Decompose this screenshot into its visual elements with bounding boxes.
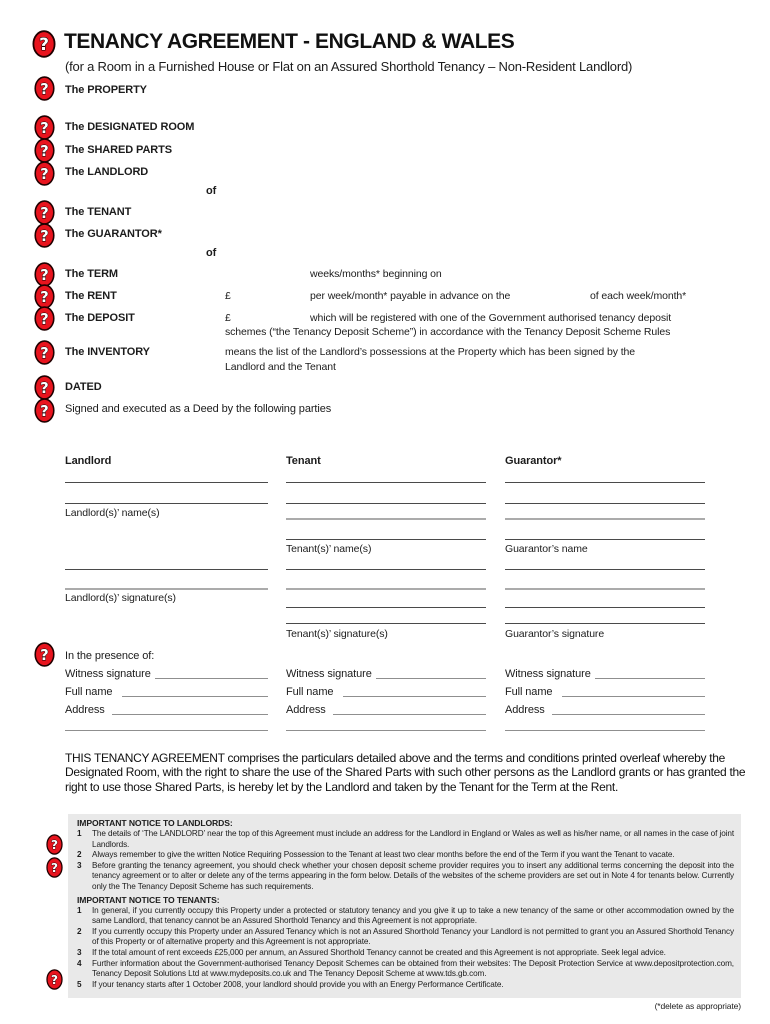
help-icon-designated-room[interactable] (34, 115, 55, 140)
tenant-sig-line-1 (286, 569, 486, 570)
svg-text:?: ? (40, 401, 49, 420)
field-label-landlord: The LANDLORD (65, 166, 149, 178)
full-name-label-landlord: Full name (65, 686, 113, 698)
page-title: TENANCY AGREEMENT - ENGLAND & WALES (64, 30, 515, 53)
address-line-2-guarantor (505, 730, 705, 731)
help-icon-tenant[interactable] (34, 200, 55, 225)
svg-text:?: ? (40, 203, 49, 222)
guarantor-sig-label: Guarantor’s signature (505, 628, 605, 640)
tenant-sig-line-3 (286, 607, 486, 608)
landlord-name-line-1 (65, 482, 268, 483)
notice-item-text: Before granting the tenancy agreement, you should check whether your chosen deposit scheme provider requires you to insert any additional terms concerning the deposit into the tenancy agreement or to alter or delete any of the terms appearing in the form below. Details of the websites of the scheme providers are set out in Note 4 for tenants below. Currently only the The Tenancy Deposit Scheme has such requirements. (92, 860, 734, 891)
address-line-2-landlord (65, 730, 268, 731)
signed-deed-text: Signed and executed as a Deed by the following parties (65, 403, 332, 415)
notice-item-number: 1 (77, 829, 82, 838)
field-desc-rent: per week/month* payable in advance on the (310, 290, 511, 302)
address-line-guarantor (552, 714, 705, 715)
tenant-sig-label: Tenant(s)’ signature(s) (286, 628, 388, 640)
field-label-dated: DATED (65, 381, 102, 393)
svg-text:?: ? (40, 164, 49, 183)
column-header-guarantor: Guarantor* (505, 455, 562, 467)
help-icon-title[interactable] (32, 30, 56, 58)
svg-text:?: ? (40, 141, 49, 160)
landlords-notice-item-1 (77, 829, 734, 850)
column-header-tenant: Tenant (286, 455, 321, 467)
witness-signature-line-guarantor (595, 678, 705, 679)
help-icon-landlord-notice-2[interactable] (46, 857, 63, 878)
svg-text:?: ? (40, 378, 49, 397)
help-icon-dated[interactable] (34, 375, 55, 400)
field-desc-deposit-2: schemes (“the Tenancy Deposit Scheme”) in accordance with the Tenancy Deposit Scheme Rules (225, 326, 671, 338)
full-name-label-guarantor: Full name (505, 686, 553, 698)
delete-as-appropriate-footnote: (*delete as appropriate) (654, 1001, 741, 1011)
address-label-landlord: Address (65, 704, 105, 716)
guarantor-sig-line-2 (505, 588, 705, 590)
page-subtitle: (for a Room in a Furnished House or Flat on an Assured Shorthold Tenancy – Non-Resident Landlord) (65, 59, 633, 74)
svg-text:?: ? (40, 287, 49, 306)
tenant-name-line-3 (286, 518, 486, 520)
address-label-tenant: Address (286, 704, 326, 716)
tenants-notice-item-3 (77, 948, 734, 959)
field-label-tenant: The TENANT (65, 206, 132, 218)
notice-item-text: If you currently occupy this Property under an Assured Tenancy which is not an Assured Shorthold Tenancy your Landlord is not permitted to grant you an Assured Shorthold Tenancy of this Property or of alternative property and this Agreement is not appropriate. (92, 926, 734, 947)
witness-signature-line-landlord (155, 678, 268, 679)
field-desc-rent-2: of each week/month* (590, 290, 687, 302)
guarantor-name-label: Guarantor’s name (505, 543, 588, 555)
help-icon-deposit[interactable] (34, 306, 55, 331)
address-line-2-tenant (286, 730, 486, 731)
guarantor-name-line-4 (505, 539, 705, 540)
help-icon-shared-parts[interactable] (34, 138, 55, 163)
help-icon-tenant-notice-5[interactable] (46, 969, 63, 990)
tenants-notice-heading: IMPORTANT NOTICE TO TENANTS: (77, 894, 220, 905)
guarantor-sig-line-3 (505, 607, 705, 608)
column-header-landlord: Landlord (65, 455, 112, 467)
tenant-name-line-2 (286, 503, 486, 504)
tenants-notice-item-2 (77, 927, 734, 948)
notice-item-text: Always remember to give the written Notice Requiring Possession to the Tenant at least two clear months before the end of the Term if you want the Tenant to vacate. (92, 850, 675, 860)
help-icon-signed-deed[interactable] (34, 398, 55, 423)
landlords-notice-item-3 (77, 861, 734, 893)
notice-item-number: 2 (77, 926, 82, 936)
field-desc-inventory-1: means the list of the Landlord’s possessions at the Property which has been signed by the (225, 346, 635, 358)
svg-text:?: ? (40, 118, 49, 137)
svg-text:?: ? (40, 226, 49, 245)
field-label-shared-parts: The SHARED PARTS (65, 144, 172, 156)
help-icon-landlord[interactable] (34, 161, 55, 186)
tenants-notice-item-5 (77, 980, 734, 991)
field-desc-deposit-1: which will be registered with one of the Government authorised tenancy deposit (310, 312, 672, 324)
svg-text:?: ? (51, 971, 58, 988)
svg-text:?: ? (40, 343, 49, 362)
help-icon-inventory[interactable] (34, 340, 55, 365)
svg-text:?: ? (39, 35, 49, 55)
address-label-guarantor: Address (505, 704, 545, 716)
tenant-name-line-4 (286, 539, 486, 540)
field-label-term: The TERM (65, 268, 118, 280)
field-label-guarantor: The GUARANTOR* (65, 228, 162, 240)
svg-text:?: ? (51, 836, 58, 853)
field-label-guarantor-of: of (206, 247, 217, 259)
agreement-paragraph: THIS TENANCY AGREEMENT comprises the particulars detailed above and the terms and conditions printed overleaf whereby the Designated Room, with the right to share the use of the Shared Parts with such other persons as the Landlord grants or has granted the right to use those Shared Parts, is hereby let by the Landlord and taken by the Tenant for the Term at the Rent. (65, 751, 746, 794)
presence-label: In the presence of: (65, 650, 155, 662)
guarantor-sig-line-4 (505, 623, 705, 624)
notice-item-text: If the total amount of rent exceeds £25,000 per annum, an Assured Shorthold Tenancy cannot be created and this Agreement is not appropriate. Seek legal advice. (92, 947, 666, 957)
notice-item-number: 4 (77, 958, 82, 968)
field-label-deposit: The DEPOSIT (65, 312, 135, 324)
witness-signature-label-guarantor: Witness signature (505, 668, 591, 680)
svg-text:?: ? (40, 265, 49, 284)
landlords-notice-item-2 (77, 850, 734, 861)
help-icon-property[interactable] (34, 76, 55, 101)
rent-currency-symbol: £ (225, 290, 231, 302)
field-label-inventory: The INVENTORY (65, 346, 150, 358)
notice-item-number: 3 (77, 947, 82, 957)
full-name-label-tenant: Full name (286, 686, 334, 698)
help-icon-landlord-notice-1[interactable] (46, 834, 63, 855)
help-icon-guarantor[interactable] (34, 223, 55, 248)
field-label-property: The PROPERTY (65, 84, 147, 96)
tenant-name-line-1 (286, 482, 486, 483)
svg-text:?: ? (51, 859, 58, 876)
field-desc-term: weeks/months* beginning on (310, 268, 442, 280)
tenants-notice-item-4 (77, 959, 734, 980)
landlord-name-label: Landlord(s)’ name(s) (65, 507, 160, 519)
tenant-name-label: Tenant(s)’ name(s) (286, 543, 372, 555)
landlords-notice-heading: IMPORTANT NOTICE TO LANDLORDS: (77, 818, 233, 828)
witness-signature-label-tenant: Witness signature (286, 668, 372, 680)
svg-text:?: ? (40, 645, 49, 664)
notice-item-number: 2 (77, 850, 82, 860)
witness-signature-label-landlord: Witness signature (65, 668, 151, 680)
witness-signature-line-tenant (376, 678, 486, 679)
notice-item-number: 3 (77, 860, 82, 870)
notice-item-number: 1 (77, 905, 82, 915)
help-icon-presence[interactable] (34, 642, 55, 667)
address-line-tenant (333, 714, 486, 715)
landlord-sig-line-1 (65, 569, 268, 570)
svg-text:?: ? (40, 309, 49, 328)
guarantor-name-line-2 (505, 503, 705, 504)
landlord-sig-line-2 (65, 588, 268, 590)
field-label-designated-room: The DESIGNATED ROOM (65, 121, 195, 133)
tenant-sig-line-4 (286, 623, 486, 624)
full-name-line-landlord (122, 696, 268, 697)
full-name-line-tenant (343, 696, 486, 697)
notice-item-number: 5 (77, 979, 82, 989)
field-label-rent: The RENT (65, 290, 117, 302)
notice-item-text: If your tenancy starts after 1 October 2008, your landlord should provide you with an Energy Performance Certificate. (92, 979, 504, 989)
notice-item-text: In general, if you currently occupy this Property under a protected or statutory tenancy and you give it up to take a new tenancy of the same or other accommodation owned by the same Landlord, that tenancy cannot be an Assured Shorthold Tenancy and this Agreement is not appropriate. (92, 905, 734, 926)
notice-item-text: Further information about the Government-authorised Tenancy Deposit Schemes can be obtained from their websites: The Deposit Protection Service at www.depositprotection.com, Tenancy Deposit Solutions Ltd at www.mydeposits.co.uk and The Tenancy Deposit Scheme at www.tds.gb.com. (92, 958, 734, 979)
field-desc-inventory-2: Landlord and the Tenant (225, 361, 336, 373)
guarantor-name-line-3 (505, 518, 705, 520)
important-notices-box (68, 814, 741, 998)
full-name-line-guarantor (562, 696, 705, 697)
guarantor-sig-line-1 (505, 569, 705, 570)
tenant-sig-line-2 (286, 588, 486, 590)
address-line-landlord (112, 714, 268, 715)
deposit-currency-symbol: £ (225, 312, 231, 324)
landlord-name-line-2 (65, 503, 268, 504)
svg-text:?: ? (40, 79, 49, 98)
notice-item-text: The details of ‘The LANDLORD’ near the top of this Agreement must include an address for the Landlord in England or Wales as well as his/her name, or all names in the case of joint Landlords. (92, 829, 734, 849)
guarantor-name-line-1 (505, 482, 705, 483)
field-label-landlord-of: of (206, 185, 217, 197)
tenants-notice-item-1 (77, 906, 734, 927)
landlord-sig-label: Landlord(s)’ signature(s) (65, 592, 176, 604)
